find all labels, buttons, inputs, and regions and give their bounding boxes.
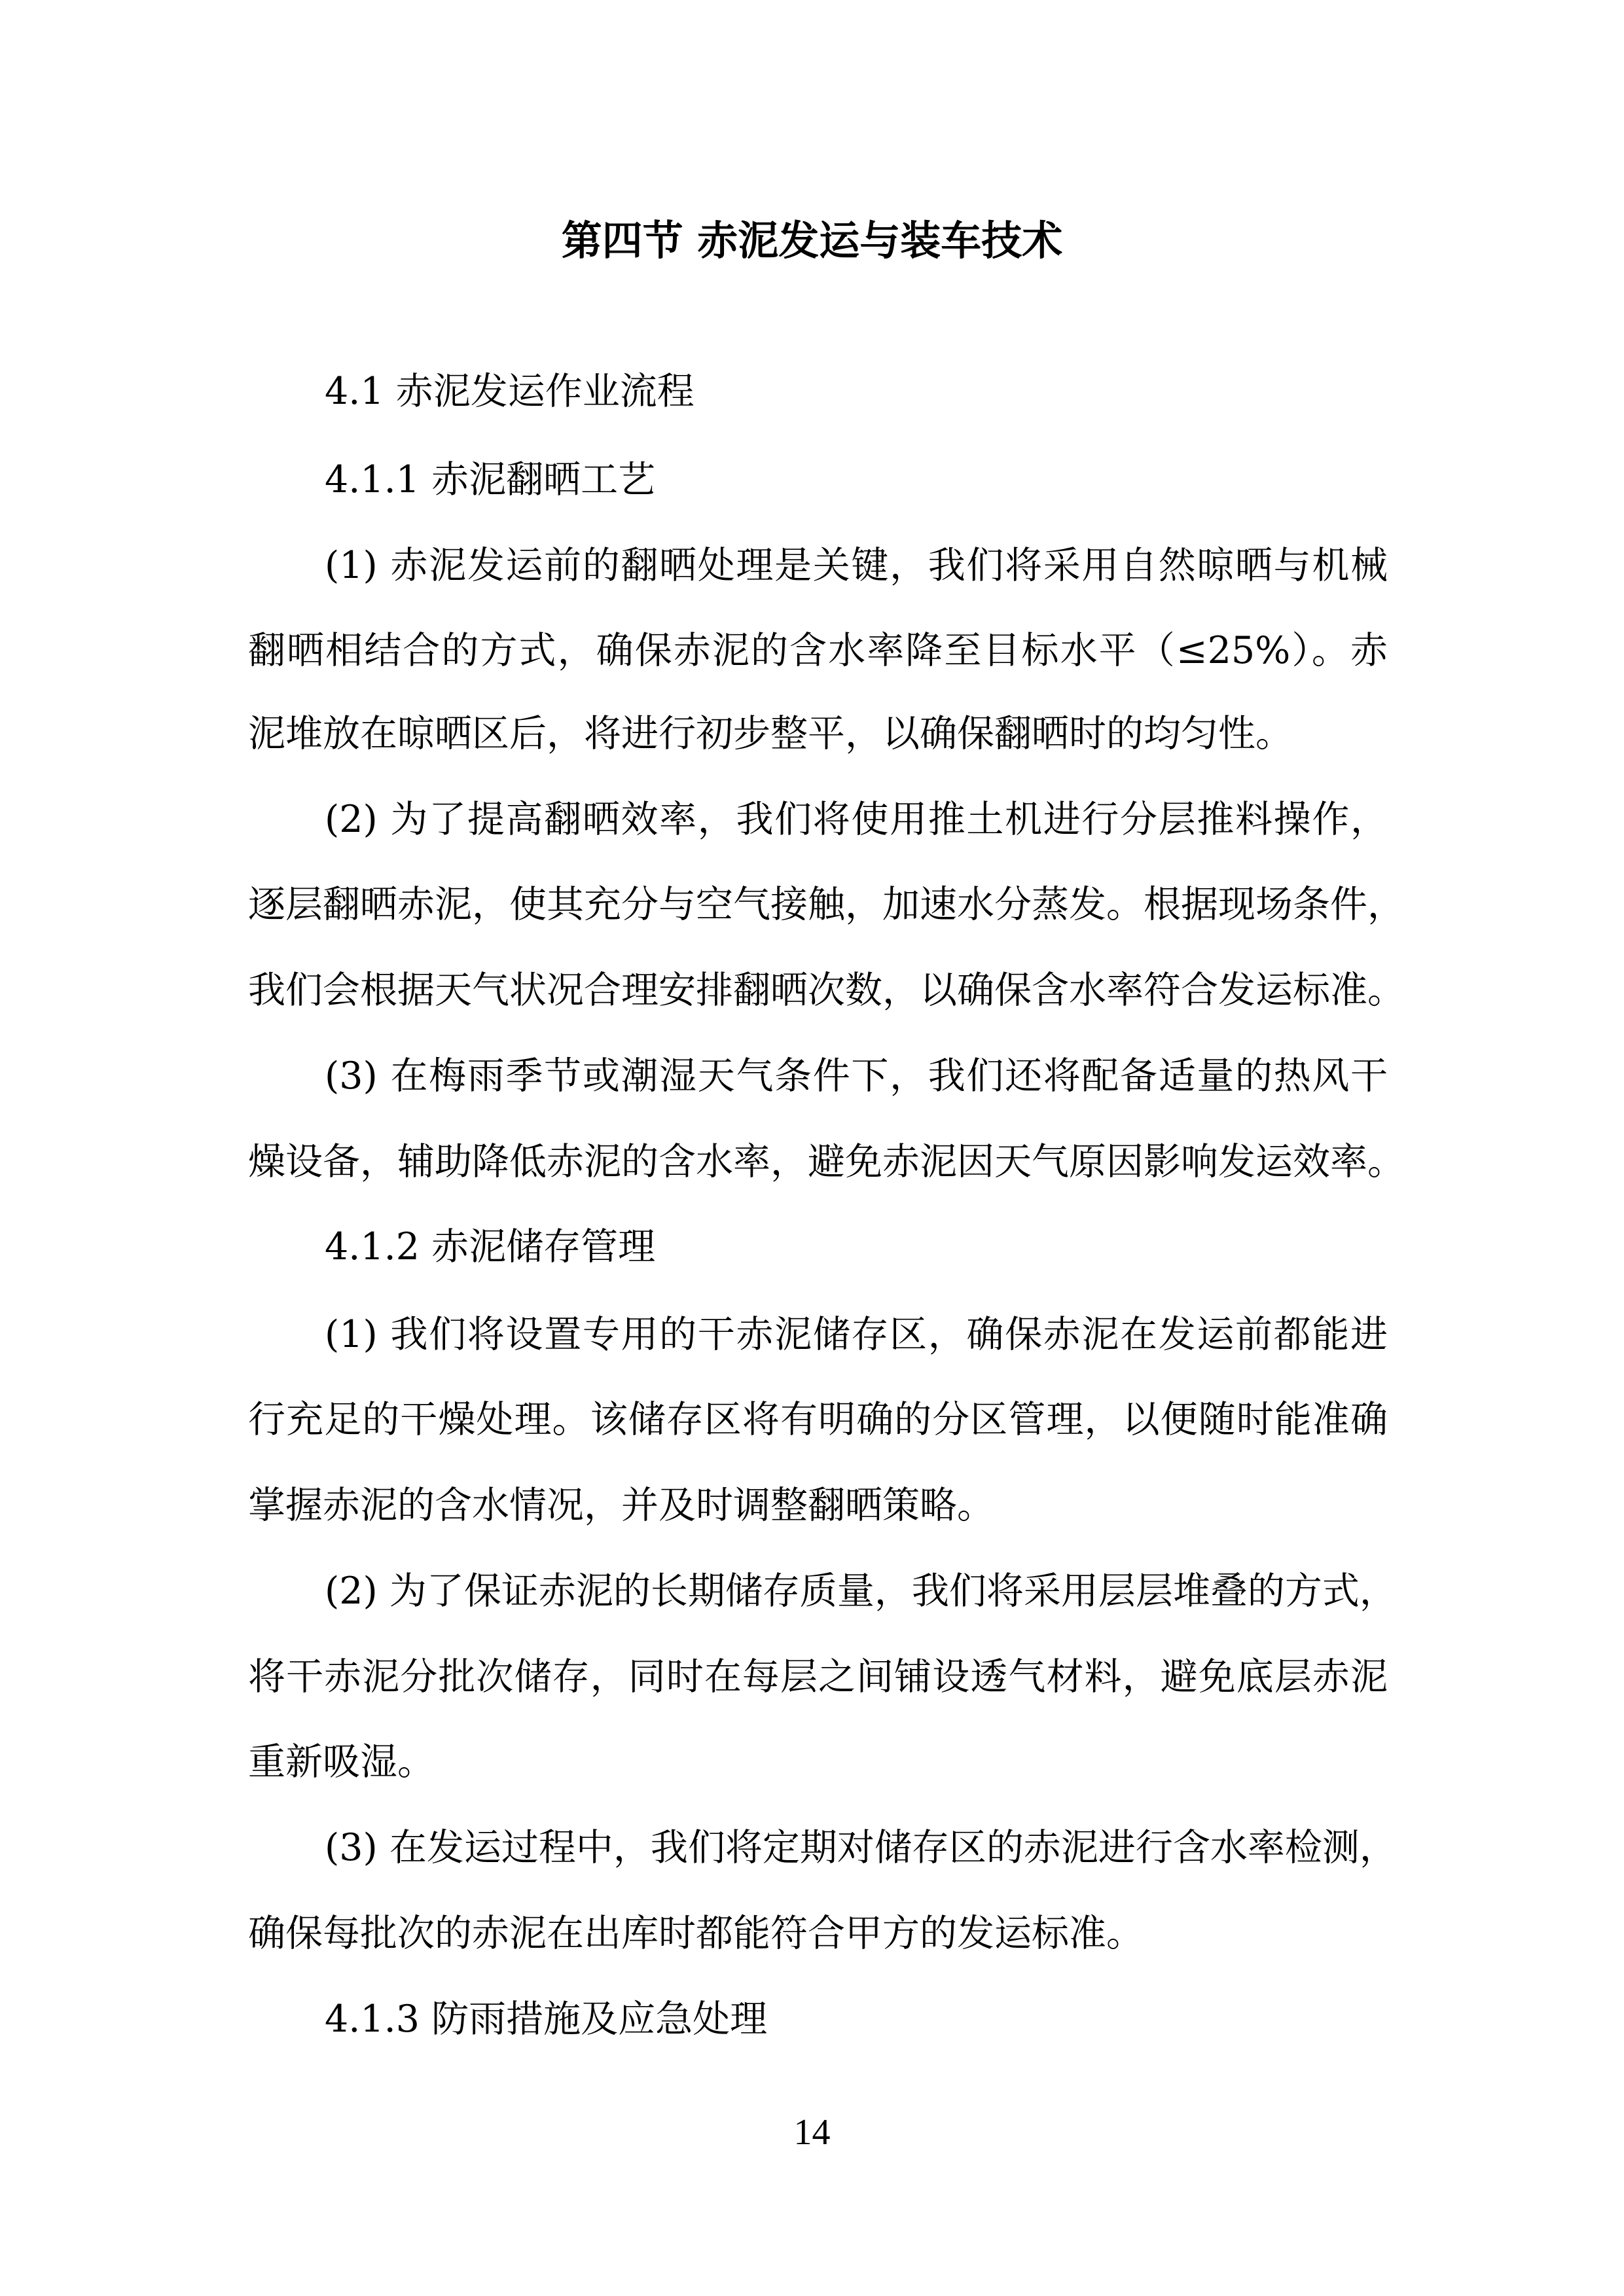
- paragraph-line: (1) 我们将设置专用的干赤泥储存区，确保赤泥在发运前都能进: [325, 1313, 1388, 1356]
- paragraph-line: 燥设备，辅助降低赤泥的含水率，避免赤泥因天气原因影响发运效率。: [248, 1140, 1405, 1183]
- paragraph-line: 翻晒相结合的方式，确保赤泥的含水率降至目标水平（≤25%）。赤: [248, 629, 1388, 672]
- paragraph-line: 泥堆放在晾晒区后，将进行初步整平，以确保翻晒时的均匀性。: [248, 712, 1293, 755]
- paragraph-line: 重新吸湿。: [248, 1740, 435, 1784]
- section-title: 第四节 赤泥发运与装车技术: [561, 217, 1063, 264]
- paragraph-line: 确保每批次的赤泥在出库时都能符合甲方的发运标准。: [248, 1912, 1144, 1955]
- paragraph-line: 我们会根据天气状况合理安排翻晒次数，以确保含水率符合发运标准。: [248, 969, 1405, 1012]
- paragraph-line: (3) 在发运过程中，我们将定期对储存区的赤泥进行含水率检测，: [325, 1826, 1397, 1869]
- paragraph-line: (2) 为了提高翻晒效率，我们将使用推土机进行分层推料操作，: [325, 798, 1388, 841]
- page-number: 14: [793, 2112, 831, 2153]
- heading-4-1-3: 4.1.3 防雨措施及应急处理: [325, 1998, 768, 2041]
- paragraph-line: (2) 为了保证赤泥的长期储存质量，我们将采用层层堆叠的方式，: [325, 1570, 1397, 1613]
- paragraph-line: 行充足的干燥处理。该储存区将有明确的分区管理，以便随时能准确: [248, 1398, 1388, 1441]
- paragraph-line: 逐层翻晒赤泥，使其充分与空气接触，加速水分蒸发。根据现场条件，: [248, 883, 1405, 926]
- heading-4-1-2: 4.1.2 赤泥储存管理: [325, 1225, 656, 1268]
- paragraph-line: (3) 在梅雨季节或潮湿天气条件下，我们还将配备适量的热风干: [325, 1054, 1388, 1098]
- paragraph-line: 将干赤泥分批次储存，同时在每层之间铺设透气材料，避免底层赤泥: [248, 1655, 1388, 1698]
- paragraph-line: (1) 赤泥发运前的翻晒处理是关键，我们将采用自然晾晒与机械: [325, 544, 1388, 587]
- heading-4-1-1: 4.1.1 赤泥翻晒工艺: [325, 458, 656, 501]
- paragraph-line: 掌握赤泥的含水情况，并及时调整翻晒策略。: [248, 1484, 994, 1527]
- heading-4-1: 4.1 赤泥发运作业流程: [325, 370, 695, 413]
